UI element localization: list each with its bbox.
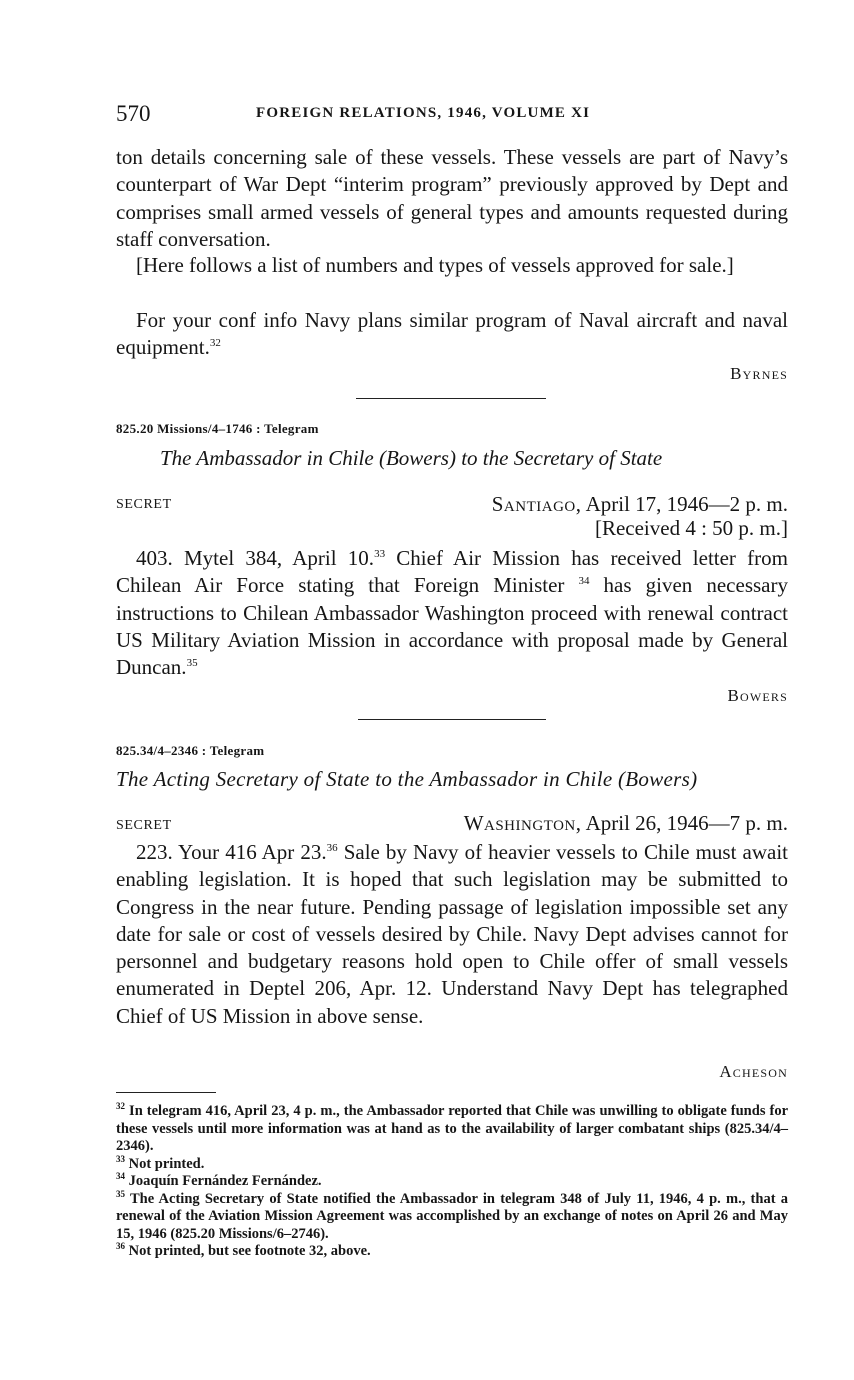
signature-acheson: Acheson	[719, 1062, 788, 1081]
doc1-paragraph-2: [Here follows a list of numbers and types of vessels approved for sale.]	[136, 253, 734, 277]
footnote-number: 36	[116, 1241, 125, 1252]
doc3-title: The Acting Secretary of State to the Ambassador in Chile (Bowers)	[116, 767, 698, 791]
section-divider	[356, 398, 546, 399]
doc2-received: [Received 4 : 50 p. m.]	[594, 516, 788, 540]
footnote-number: 32	[116, 1101, 125, 1112]
doc2-place-date	[492, 492, 788, 517]
doc3-body-part: Sale by Navy of heavier vessels to Chile must await enabling legislation. It is hoped that such legislation may be submitted to Congress in the near future. Pending passage of legislation impossible set any date for sale or cost of vessels desired by Chile. Navy Dept advises cannot for personnel and budgetary reasons hold open to Chile offer of small vessels enumerated in Deptel 206, Apr. 12. Understand Navy Dept has telegraphed Chief of US Mission in above sense.	[116, 840, 788, 1028]
page-header	[116, 101, 788, 129]
doc3-classification: SECRET	[116, 818, 172, 833]
doc2-place: Santiago,	[491, 492, 582, 516]
footnote-ref-35: 35	[186, 657, 198, 670]
page-number: 570	[116, 101, 151, 126]
doc3-place: Washington,	[463, 811, 582, 835]
doc2-title: The Ambassador in Chile (Bowers) to the Secretary of State	[160, 446, 663, 470]
signature-byrnes: Byrnes	[730, 364, 788, 383]
footnote-ref-36: 36	[326, 842, 338, 854]
doc2-body	[116, 545, 788, 681]
running-title: FOREIGN RELATIONS, 1946, VOLUME XI	[256, 105, 591, 121]
doc3-body-part: 223. Your 416 Apr 23.	[136, 840, 327, 864]
footnote-ref-34: 34	[578, 575, 590, 588]
doc1-paragraph-3-text: For your conf info Navy plans similar program of Naval aircraft and naval equipment.	[116, 308, 788, 360]
doc3-file-number: 825.34/4–2346 : Telegram	[116, 743, 265, 758]
footnote-divider	[116, 1092, 216, 1093]
doc2-classification: SECRET	[116, 497, 172, 512]
section-divider	[358, 719, 546, 720]
footnote-text: Not printed, but see footnote 32, above.	[128, 1243, 371, 1259]
footnote-33	[116, 1153, 788, 1174]
footnote-number: 35	[116, 1188, 125, 1199]
doc2-body-part: Chief Air Mission has received letter from Chilean Air Force stating that Foreign Minister	[116, 546, 788, 598]
footnotes	[116, 1103, 788, 1261]
footnote-text: The Acting Secretary of State notified the Ambassador in telegram 348 of July 11, 1946, 4 p. m., that a renewal of the Aviation Mission Agreement was accomplished by an exchange of notes on April 26 and May 15, 1946 (825.20 Missions/6–2746).	[116, 1190, 788, 1242]
doc3-date: April 26, 1946—7 p. m.	[585, 811, 788, 835]
footnote-32	[116, 1103, 788, 1156]
doc2-body-part: 403. Mytel 384, April 10.	[136, 546, 375, 570]
footnote-number: 34	[116, 1171, 125, 1182]
doc2-body-part: has given necessary instructions to Chilean Ambassador Washington proceed with renewal contract US Military Aviation Mission in accordance with proposal made by General Duncan.	[116, 573, 788, 680]
footnote-text: Joaquín Fernández Fernández.	[128, 1173, 322, 1189]
footnote-text: In telegram 416, April 23, 4 p. m., the Ambassador reported that Chile was unwilling to obligate funds for these vessels until more information was at hand as to the availability of larger combatant ships (825.34/4–2346).	[116, 1103, 789, 1154]
doc1-paragraph-3	[116, 307, 788, 362]
footnote-36	[116, 1243, 788, 1261]
doc3-body	[116, 839, 788, 1030]
doc1-paragraph-1: ton details concerning sale of these vessels. These vessels are part of Navy’s counterpart of War Dept “interim program” previously approved by Dept and comprises small armed vessels of general types and amounts requested during staff conversation.	[116, 145, 788, 251]
footnote-text: Not printed.	[128, 1155, 205, 1172]
signature-bowers: Bowers	[727, 686, 788, 705]
doc2-file-number: 825.20 Missions/4–1746 : Telegram	[116, 421, 319, 436]
footnote-35	[116, 1188, 788, 1244]
footnote-ref-33: 33	[374, 548, 386, 560]
footnote-number: 33	[116, 1153, 125, 1164]
footnote-ref-32: 32	[209, 337, 221, 350]
doc2-date: April 17, 1946—2 p. m.	[585, 492, 788, 516]
footnote-34	[116, 1173, 788, 1191]
doc3-place-date	[464, 811, 788, 836]
